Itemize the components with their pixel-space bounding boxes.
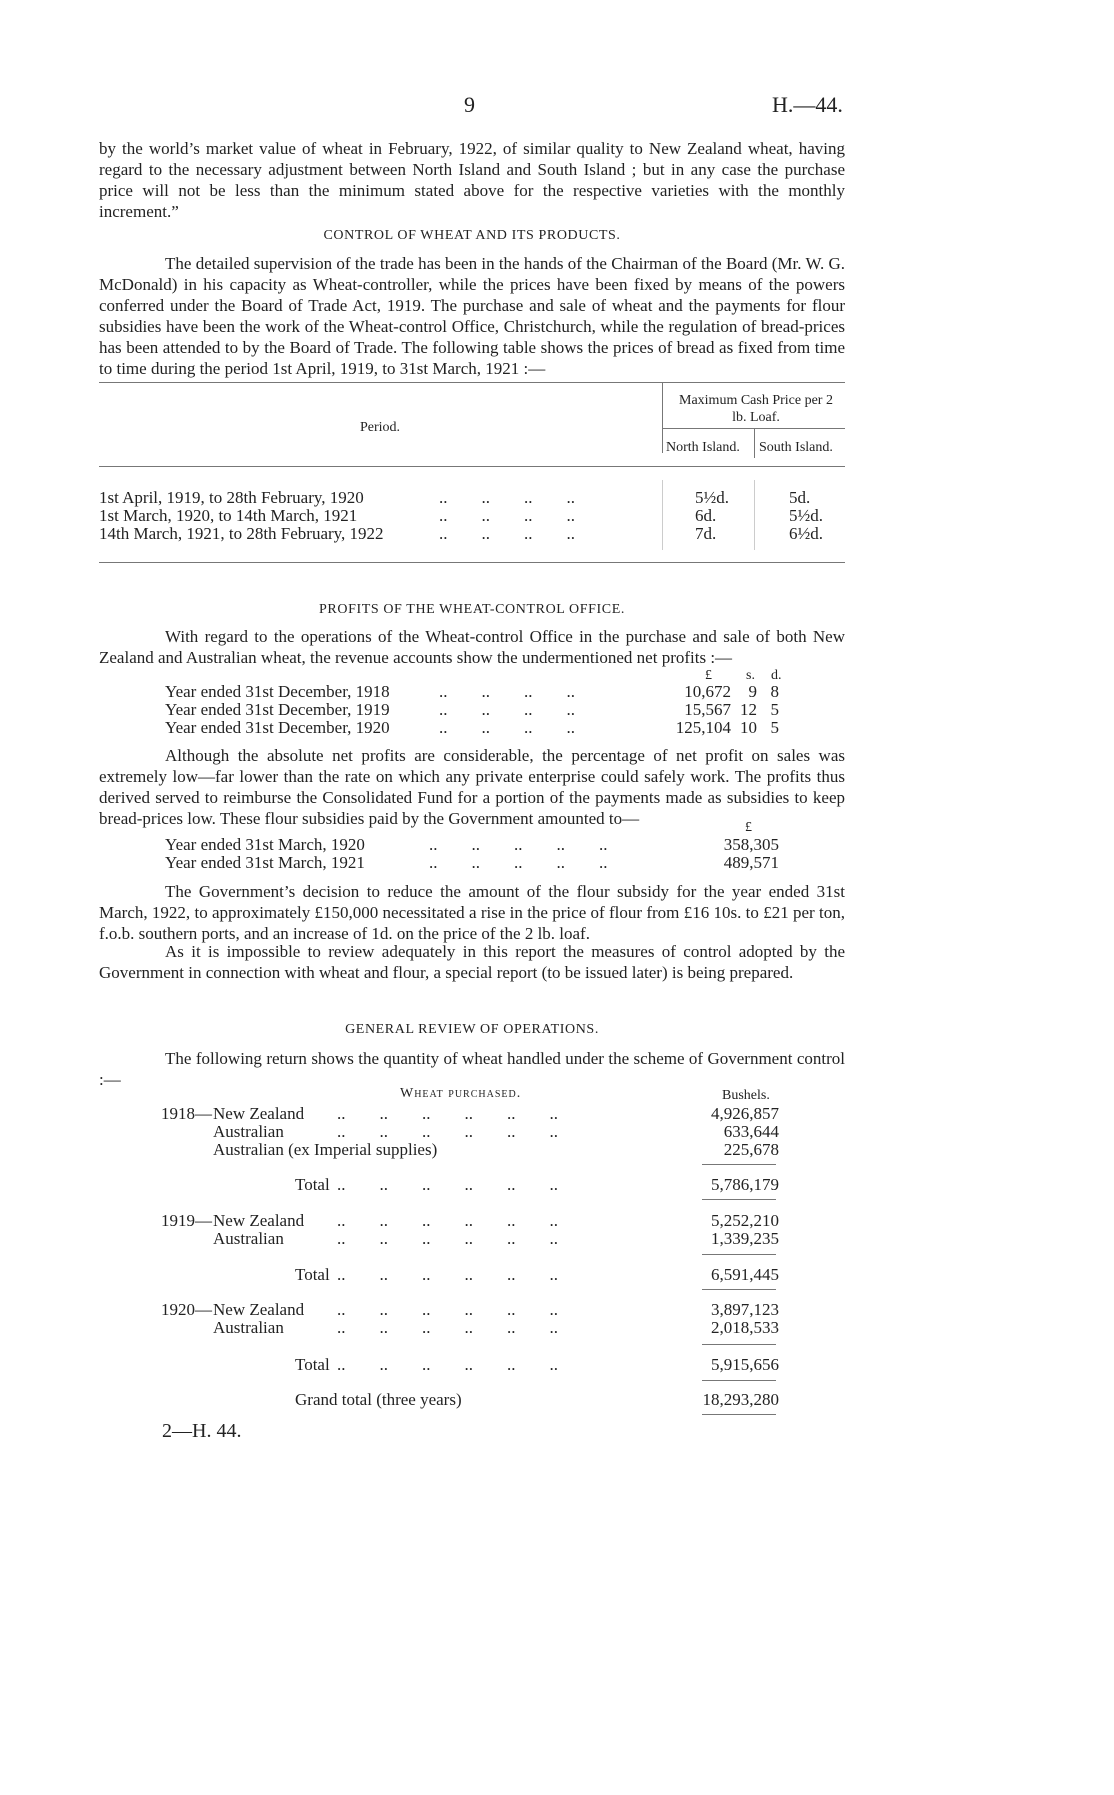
price-header: Maximum Cash Price per 2 lb. Loaf.: [679, 393, 833, 425]
shillings-header: s.: [746, 668, 755, 683]
year-label: 1918—: [161, 1104, 212, 1123]
leader-dots: .. .. .. ..: [439, 682, 575, 701]
bushels-header: Bushels.: [722, 1088, 770, 1103]
item-label: Australian: [213, 1318, 284, 1337]
pence-cell: 5: [770, 700, 779, 719]
page-number: 9: [464, 92, 475, 117]
period-cell: 1st March, 1920, to 14th March, 1921: [99, 506, 358, 525]
subsidy-amount: 489,571: [723, 853, 779, 872]
pence-cell: 8: [770, 682, 779, 701]
subsidy-amount: 358,305: [723, 835, 779, 854]
leader-dots: .. .. .. ..: [439, 718, 575, 737]
leader-dots: .. .. .. ..: [439, 700, 575, 719]
leader-dots: .. .. .. .. .. ..: [337, 1122, 558, 1141]
south-price-cell: 5½d.: [789, 506, 823, 525]
leader-dots: .. .. .. .. .. ..: [337, 1104, 558, 1123]
north-price-cell: 7d.: [695, 524, 717, 543]
year-label: 1919—: [161, 1211, 212, 1230]
period-cell: 14th March, 1921, to 28th February, 1922: [99, 524, 384, 543]
total-label: Total: [295, 1265, 330, 1284]
section-heading-review: GENERAL REVIEW OF OPERATIONS.: [345, 1022, 599, 1037]
bushels-cell: 5,252,210: [711, 1211, 779, 1230]
bushels-cell: 225,678: [723, 1140, 779, 1159]
leader-dots: .. .. .. .. .. ..: [337, 1211, 558, 1230]
total-label: Total: [295, 1355, 330, 1374]
south-price-cell: 5d.: [789, 488, 811, 507]
north-price-cell: 6d.: [695, 506, 717, 525]
item-label: New Zealand: [213, 1211, 305, 1230]
section-heading-control: CONTROL OF WHEAT AND ITS PRODUCTS.: [323, 228, 621, 243]
item-label: Australian: [213, 1122, 284, 1141]
pence-cell: 5: [770, 718, 779, 737]
leader-dots: .. .. .. .. .. ..: [337, 1265, 558, 1284]
profits-paragraph-4: As it is impossible to review adequately in this report the measures of control adopted by the Government in connection with wheat and flour, a special report (to be issued later) is being prepared.: [99, 942, 845, 982]
year-label: 1920—: [161, 1300, 212, 1319]
period-cell: 1st April, 1919, to 28th February, 1920: [99, 488, 364, 507]
item-label: New Zealand: [213, 1104, 305, 1123]
total-label: Total: [295, 1175, 330, 1194]
leader-dots: .. .. .. .. ..: [429, 835, 608, 854]
subsidy-currency-header: £: [745, 820, 752, 835]
period-header: Period.: [360, 420, 401, 435]
total-value: 5,915,656: [711, 1355, 779, 1374]
section-heading-profits: PROFITS OF THE WHEAT-CONTROL OFFICE.: [319, 602, 625, 617]
pounds-header: £: [705, 668, 712, 683]
year-label: Year ended 31st March, 1920: [165, 835, 365, 854]
south-island-header: South Island.: [759, 440, 833, 455]
bushels-cell: 2,018,533: [711, 1318, 779, 1337]
item-label: New Zealand: [213, 1300, 305, 1319]
item-label: Australian (ex Imperial supplies): [213, 1140, 438, 1159]
pounds-cell: 10,672: [684, 682, 731, 701]
pounds-cell: 125,104: [675, 718, 731, 737]
review-paragraph: The following return shows the quantity of wheat handled under the scheme of Government control :—: [99, 1049, 845, 1089]
grand-total-label: Grand total (three years): [295, 1390, 462, 1409]
document-reference: H.—44.: [772, 92, 843, 117]
profits-paragraph: With regard to the operations of the Wheat-control Office in the purchase and sale of both New Zealand and Australian wheat, the revenue accounts show the undermentioned net profits :—: [99, 627, 845, 667]
leader-dots: .. .. .. .. .. ..: [337, 1355, 558, 1374]
year-label: Year ended 31st March, 1921: [165, 853, 365, 872]
pounds-cell: 15,567: [684, 700, 731, 719]
north-island-header: North Island.: [666, 440, 740, 455]
shillings-cell: 9: [748, 682, 757, 701]
profits-paragraph-2: Although the absolute net profits are considerable, the percentage of net profit on sales was extremely low—far lower than the rate on which any private enterprise could safely work. The profits thus derived served to reimburse the Consolidated Fund for a portion of the payments made as subsidies to keep bread-prices low. These flour subsidies paid by the Government amounted to—: [99, 746, 845, 828]
south-price-cell: 6½d.: [789, 524, 823, 543]
wheat-purchased-title: Wheat purchased.: [400, 1086, 522, 1101]
pence-header: d.: [771, 668, 782, 683]
total-value: 6,591,445: [711, 1265, 779, 1284]
leader-dots: .. .. .. ..: [439, 488, 575, 507]
year-label: Year ended 31st December, 1918: [165, 682, 390, 701]
leader-dots: .. .. .. .. .. ..: [337, 1229, 558, 1248]
bushels-cell: 3,897,123: [711, 1300, 779, 1319]
shillings-cell: 10: [740, 718, 757, 737]
bushels-cell: 633,644: [723, 1122, 779, 1141]
leader-dots: .. .. .. .. .. ..: [337, 1300, 558, 1319]
bushels-cell: 4,926,857: [711, 1104, 779, 1123]
leader-dots: .. .. .. .. .. ..: [337, 1175, 558, 1194]
leader-dots: .. .. .. ..: [439, 506, 575, 525]
north-price-cell: 5½d.: [695, 488, 729, 507]
leader-dots: .. .. .. .. ..: [429, 853, 608, 872]
year-label: Year ended 31st December, 1920: [165, 718, 390, 737]
profits-paragraph-3: The Government’s decision to reduce the amount of the flour subsidy for the year ended 31st March, 1922, to approximately £150,000 necessitated a rise in the price of flour from £16 10s. to £21 per ton, f.o.b. southern ports, and an increase of 1d. on the price of the 2 lb. loaf.: [99, 882, 845, 943]
intro-paragraph: by the world’s market value of wheat in February, 1922, of similar quality to New Zealand wheat, having regard to the necessary adjustment between North Island and South Island ; but in any case the purchase price will not be less than the minimum stated above for the respective varieties with the monthly increment.”: [99, 139, 845, 221]
printer-signature: 2—H. 44.: [162, 1420, 242, 1442]
control-paragraph: The detailed supervision of the trade has been in the hands of the Chairman of the Board (Mr. W. G. McDonald) in his capacity as Wheat-controller, while the prices have been fixed by means of the powers conferred under the Board of Trade Act, 1919. The purchase and sale of wheat and the payments for flour subsidies have been the work of the Wheat-control Office, Christchurch, while the regulation of bread-prices has been attended to by the Board of Trade. The following table shows the prices of bread as fixed from time to time during the period 1st April, 1919, to 31st March, 1921 :—: [99, 254, 845, 378]
bushels-cell: 1,339,235: [711, 1229, 779, 1248]
year-label: Year ended 31st December, 1919: [165, 700, 390, 719]
leader-dots: .. .. .. ..: [439, 524, 575, 543]
leader-dots: .. .. .. .. .. ..: [337, 1318, 558, 1337]
grand-total-value: 18,293,280: [702, 1390, 779, 1409]
item-label: Australian: [213, 1229, 284, 1248]
shillings-cell: 12: [740, 700, 757, 719]
total-value: 5,786,179: [711, 1175, 779, 1194]
